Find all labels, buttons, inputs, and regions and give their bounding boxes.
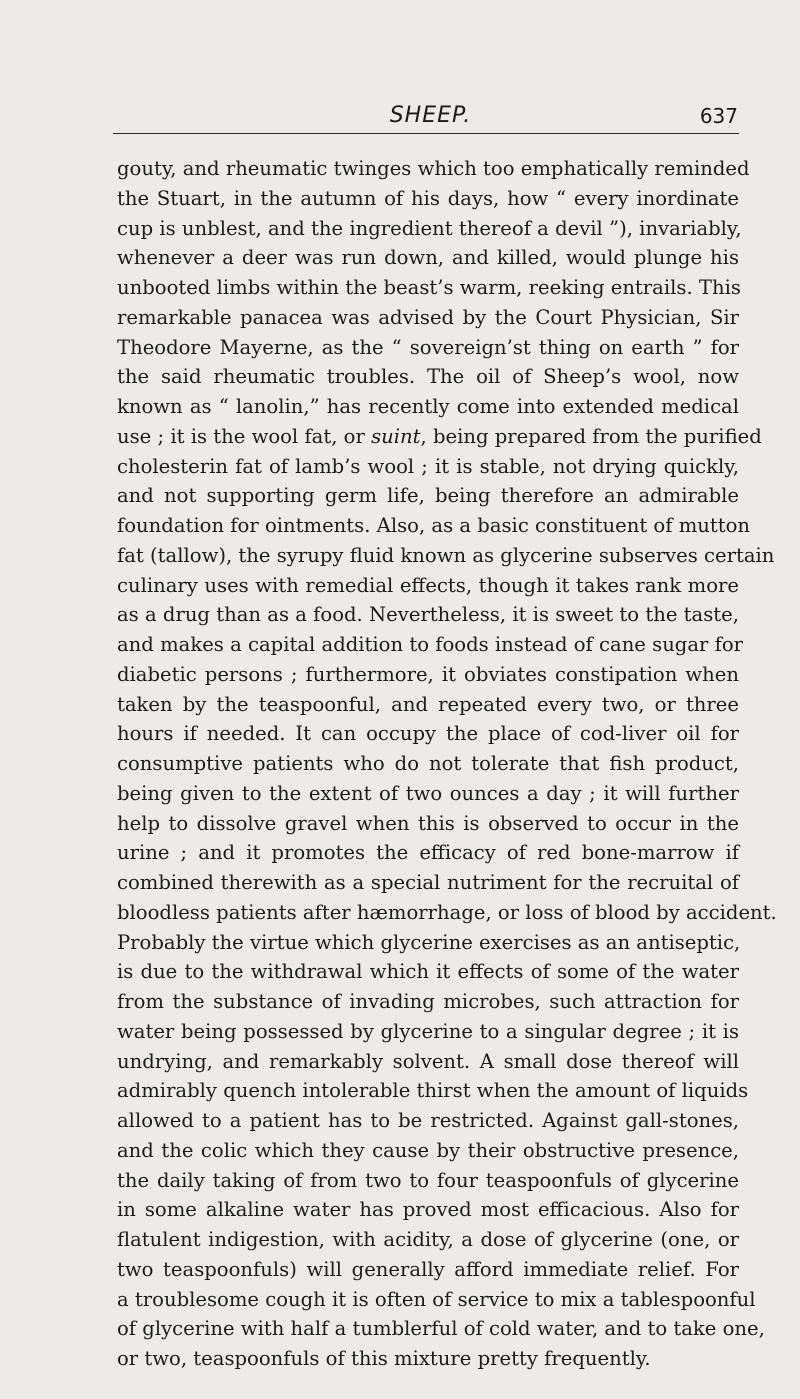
text-line: unbooted limbs within the beast’s warm, reeking entrails. This	[117, 276, 741, 299]
text-line: and not supporting germ life, being therefore an admirable	[117, 484, 739, 508]
line-10-start: use ; it is the wool fat, or	[117, 424, 372, 448]
italic-word-suint: suint	[371, 424, 421, 448]
body-text	[117, 154, 777, 1374]
text-line: consumptive patients who do not tolerate that fish product,	[117, 752, 739, 775]
text-line: taken by the teaspoonful, and repeated every two, or three	[117, 692, 739, 716]
text-line: and makes a capital addition to foods instead of cane sugar for	[117, 633, 744, 656]
line-10-end: , being prepared from the purified	[420, 424, 762, 448]
text-line: fat (tallow), the syrupy fluid known as glycerine subserves certain	[117, 543, 775, 567]
text-line: in some alkaline water has proved most efficacious. Also for	[117, 1198, 739, 1222]
text-line: foundation for ointments. Also, as a basic constituent of mutton	[117, 514, 751, 537]
text-line: of glycerine with half a tumblerful of cold water, and to take one,	[117, 1317, 765, 1341]
text-line: combined therewith as a special nutriment for the recruital of	[117, 871, 739, 894]
text-line: the said rheumatic troubles. The oil of Sheep’s wool, now	[117, 365, 739, 389]
text-line: cup is unblest, and the ingredient thereof a devil ”), invariably,	[117, 216, 742, 240]
text-line: allowed to a patient has to be restricted. Against gall-stones,	[117, 1109, 739, 1132]
text-line: hours if needed. It can occupy the place of cod-liver oil for	[117, 722, 739, 746]
text-line-last: or two, teaspoonfuls of this mixture pretty frequently.	[117, 1347, 651, 1370]
text-line: the daily taking of from two to four teaspoonfuls of glycerine	[117, 1168, 739, 1192]
text-line: help to dissolve gravel when this is observed to occur in the	[117, 811, 739, 835]
text-line: bloodless patients after hæmorrhage, or loss of blood by accident.	[117, 900, 777, 924]
text-line: diabetic persons ; furthermore, it obviates constipation when	[117, 662, 739, 686]
text-line: Theodore Mayerne, as the “ sovereign’st thing on earth ” for	[117, 335, 739, 359]
running-title: SHEEP.	[389, 103, 472, 128]
text-line: undrying, and remarkably solvent. A small dose thereof will	[117, 1049, 739, 1073]
running-head	[113, 101, 738, 131]
text-line: a troublesome cough it is often of service to mix a tablespoonful	[117, 1287, 756, 1311]
text-line: remarkable panacea was advised by the Court Physician, Sir	[117, 305, 739, 329]
text-line: two teaspoonfuls) will generally afford immediate relief. For	[117, 1257, 739, 1281]
text-line: water being possessed by glycerine to a singular degree ; it is	[117, 1019, 739, 1043]
text-line: admirably quench intolerable thirst when the amount of liquids	[117, 1079, 749, 1103]
text-line: whenever a deer was run down, and killed, would plunge his	[117, 246, 739, 270]
text-line: Probably the virtue which glycerine exercises as an antiseptic,	[117, 930, 741, 954]
text-line: being given to the extent of two ounces a day ; it will further	[117, 781, 739, 805]
text-line: gouty, and rheumatic twinges which too emphatically reminded	[117, 157, 750, 180]
text-line: flatulent indigestion, with acidity, a dose of glycerine (one, or	[117, 1228, 739, 1251]
text-line: cholesterin fat of lamb’s wool ; it is stable, not drying quickly,	[117, 454, 739, 478]
text-line: from the substance of invading microbes, such attraction for	[117, 990, 739, 1013]
page-number: 637	[699, 104, 738, 128]
text-line: culinary uses with remedial effects, though it takes rank more	[117, 573, 739, 597]
text-line: as a drug than as a food. Nevertheless, it is sweet to the taste,	[117, 603, 739, 627]
text-line-with-italic	[117, 422, 762, 452]
text-line: known as “ lanolin,” has recently come into extended medical	[117, 395, 739, 418]
text-line: and the colic which they cause by their obstructive presence,	[117, 1138, 739, 1162]
header-rule	[113, 133, 739, 134]
text-line: urine ; and it promotes the efficacy of red bone-marrow if	[117, 841, 739, 865]
text-line: is due to the withdrawal which it effects of some of the water	[117, 960, 739, 984]
text-line: the Stuart, in the autumn of his days, how “ every inordinate	[117, 186, 739, 210]
